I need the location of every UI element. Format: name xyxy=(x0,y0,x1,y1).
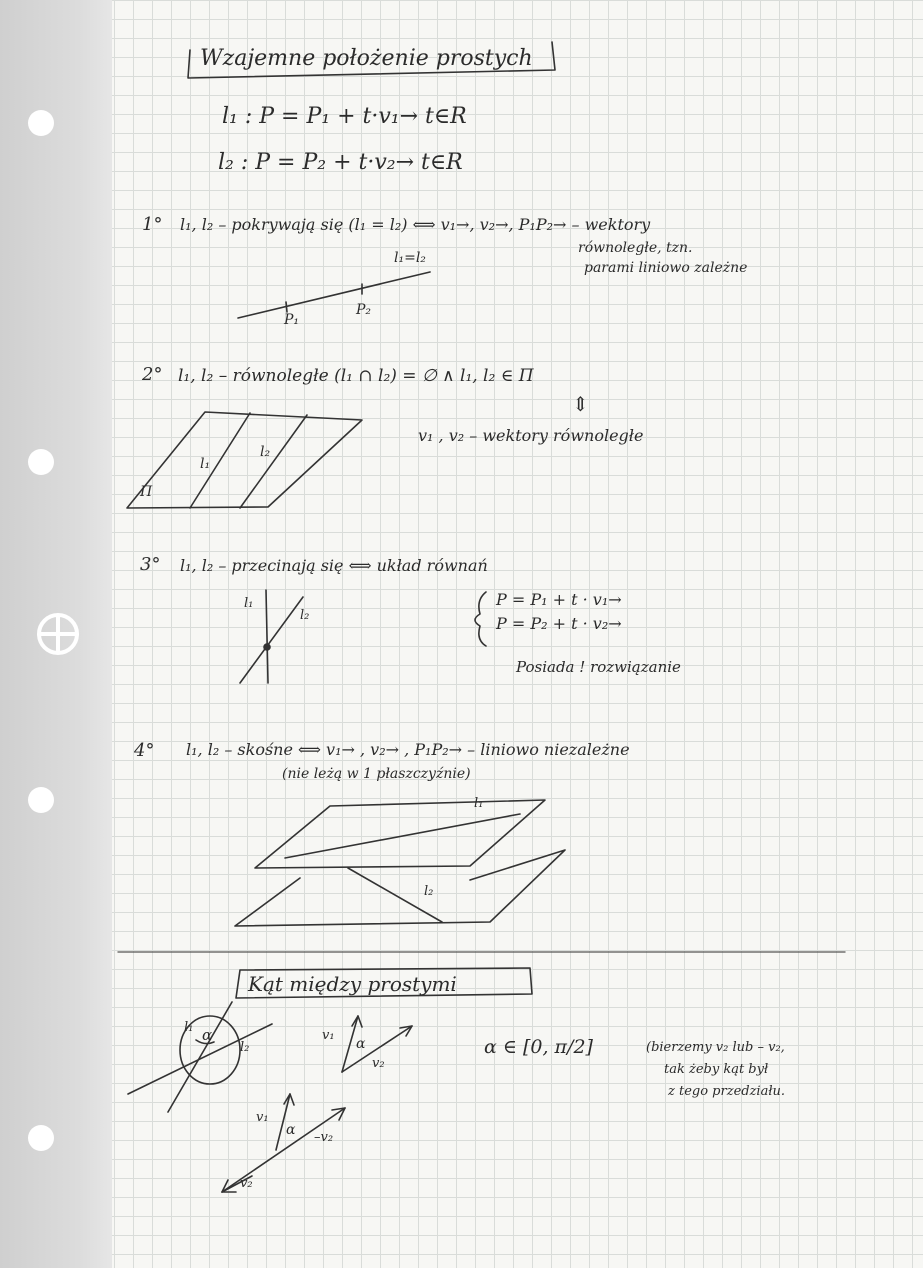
angle-note1: (bierzemy v₂ lub – v₂, xyxy=(646,1040,785,1055)
page-title: Wzajemne położenie prostych xyxy=(200,46,533,71)
case3-eq1: P = P₁ + t · v₁→ xyxy=(496,590,622,609)
case2-line1 xyxy=(190,413,250,508)
case2-fig-label-plane: Π xyxy=(140,484,153,500)
case4-statement: l₁, l₂ – skośne ⟺ v₁→ , v₂→ , P₁P₂→ – liniowo niezależne xyxy=(186,740,630,759)
case4-plane-upper xyxy=(255,800,545,868)
case3-solution: Posiada ! rozwiązanie xyxy=(516,658,681,676)
angle-fig-alpha: α xyxy=(202,1026,213,1044)
angle-title: Kąt między prostymi xyxy=(248,972,457,996)
angle-fig-v2-lower: v₂ xyxy=(240,1176,253,1191)
angle-fig-l1: l₁ xyxy=(184,1020,194,1035)
angle-fig-v1: v₁ xyxy=(322,1028,335,1043)
case1-statement: l₁, l₂ – pokrywają się (l₁ = l₂) ⟺ v₁→, v₂→, P₁P₂→ – wektory xyxy=(180,215,651,234)
case1-fig-label-p2: P₂ xyxy=(356,302,372,318)
angle-line-l2 xyxy=(128,1024,272,1094)
angle-range: α ∈ [0, π/2] xyxy=(484,1036,593,1058)
line1-equation: l₁ : P = P₁ + t·v₁→ t∈R xyxy=(222,104,467,129)
case3-number: 3° xyxy=(140,554,161,575)
case4-fig-label-l1: l₁ xyxy=(474,796,484,811)
angle-note2: tak żeby kąt był xyxy=(664,1062,769,1077)
case2-fig-label-l1: l₁ xyxy=(200,456,211,472)
case3-line1 xyxy=(266,590,268,683)
case3-statement: l₁, l₂ – przecinają się ⟺ układ równań xyxy=(180,556,488,575)
case2-equiv: ⇕ xyxy=(572,392,589,416)
angle-note3: z tego przedziału. xyxy=(668,1084,786,1099)
line2-equation: l₂ : P = P₂ + t·v₂→ t∈R xyxy=(218,150,463,175)
case3-fig-label-l2: l₂ xyxy=(300,608,310,623)
case1-cont2: parami liniowo zależne xyxy=(584,260,748,276)
angle-fig-minus-v2: –v₂ xyxy=(314,1130,334,1145)
case2-vectors: v₁ , v₂ – wektory równoległe xyxy=(418,426,644,445)
case2-fig-label-l2: l₂ xyxy=(260,444,271,460)
angle-fig-l2: l₂ xyxy=(240,1040,250,1055)
case2-statement: l₁, l₂ – równoległe (l₁ ∩ l₂) = ∅ ∧ l₁, l₂ ∈ Π xyxy=(178,366,534,386)
case4-fig-label-l2: l₂ xyxy=(424,884,434,899)
case1-number: 1° xyxy=(142,214,163,235)
case4-note: (nie leżą w 1 płaszczyźnie) xyxy=(282,766,471,782)
case1-line xyxy=(238,272,430,318)
case1-cont1: równoległe, tzn. xyxy=(578,240,693,256)
case2-number: 2° xyxy=(142,364,163,385)
angle-fig-alpha-3: α xyxy=(286,1122,296,1138)
case3-fig-label-l1: l₁ xyxy=(244,596,254,611)
angle-fig-v1-lower: v₁ xyxy=(256,1110,269,1125)
case4-number: 4° xyxy=(134,740,155,761)
case1-fig-label-lines: l₁=l₂ xyxy=(394,250,426,266)
case3-eq2: P = P₂ + t · v₂→ xyxy=(496,614,622,633)
angle-fig-alpha-2: α xyxy=(356,1036,366,1052)
case2-plane xyxy=(127,412,362,508)
case1-fig-label-p1: P₁ xyxy=(284,312,300,328)
case2-line2 xyxy=(240,415,307,508)
case4-plane-lower xyxy=(235,850,565,926)
angle-fig-v2: v₂ xyxy=(372,1056,385,1071)
case4-line1 xyxy=(285,814,520,858)
